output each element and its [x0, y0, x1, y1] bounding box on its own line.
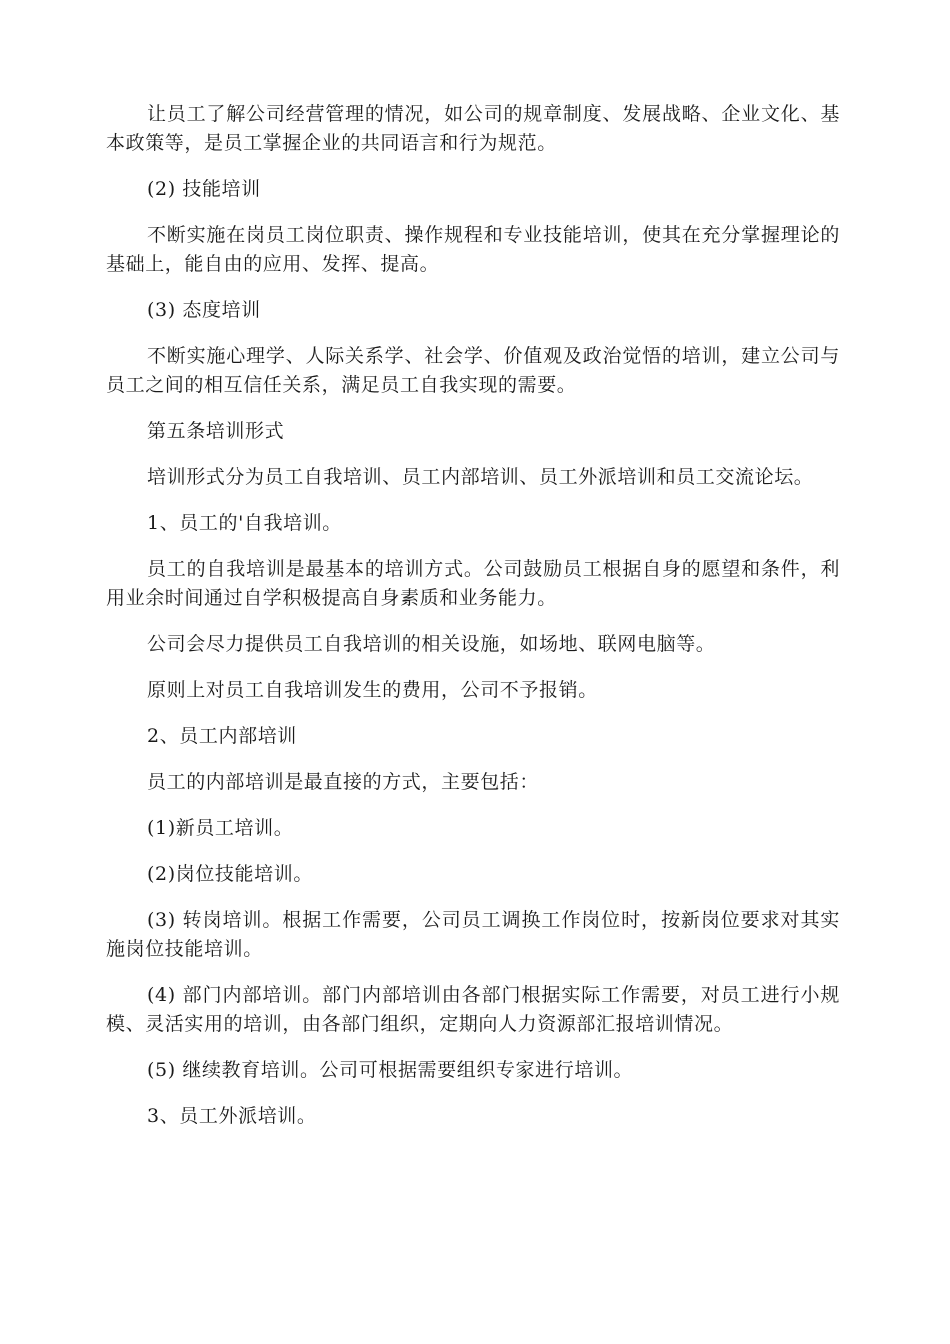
- heading-internal-training: 2、员工内部培训: [147, 725, 297, 747]
- paragraph-self-training-facilities: 公司会尽力提供员工自我培训的相关设施，如场地、联网电脑等。: [147, 633, 716, 655]
- list-item-department-training: (4) 部门内部培训。部门内部培训由各部门根据实际工作需要，对员工进行小规模、灵活实用的培训，由各部门组织，定期向人力资源部汇报培训情况。: [106, 984, 840, 1035]
- paragraph-internal-training: 员工的内部培训是最直接的方式，主要包括：: [147, 771, 540, 793]
- paragraph-intro-policies: 让员工了解公司经营管理的情况，如公司的规章制度、发展战略、企业文化、基本政策等，是员工掌握企业的共同语言和行为规范。: [106, 103, 840, 154]
- paragraph-self-training: 员工的自我培训是最基本的培训方式。公司鼓励员工根据自身的愿望和条件，利用业余时间通过自学积极提高自身素质和业务能力。: [106, 558, 840, 609]
- heading-self-training: 1、员工的'自我培训。: [147, 512, 342, 534]
- paragraph-attitude-training: 不断实施心理学、人际关系学、社会学、价值观及政治觉悟的培训，建立公司与员工之间的相互信任关系，满足员工自我实现的需要。: [106, 345, 840, 396]
- list-item-job-transfer: (3) 转岗培训。根据工作需要，公司员工调换工作岗位时，按新岗位要求对其实施岗位技能培训。: [106, 909, 840, 960]
- list-item-continuing-education: (5) 继续教育培训。公司可根据需要组织专家进行培训。: [147, 1059, 634, 1081]
- paragraph-skill-training: 不断实施在岗员工岗位职责、操作规程和专业技能培训，使其在充分掌握理论的基础上，能自由的应用、发挥、提高。: [106, 224, 840, 275]
- heading-attitude-training: (3) 态度培训: [147, 299, 261, 321]
- list-item-new-employee: (1)新员工培训。: [147, 817, 294, 839]
- paragraph-training-forms: 培训形式分为员工自我培训、员工内部培训、员工外派培训和员工交流论坛。: [147, 466, 814, 488]
- heading-external-training: 3、员工外派培训。: [147, 1105, 317, 1127]
- list-item-job-skills: (2)岗位技能培训。: [147, 863, 313, 885]
- paragraph-self-training-expenses: 原则上对员工自我培训发生的费用，公司不予报销。: [147, 679, 598, 701]
- heading-skill-training: (2) 技能培训: [147, 178, 261, 200]
- document-body: [106, 100, 840, 1148]
- heading-article-five: 第五条培训形式: [147, 420, 285, 442]
